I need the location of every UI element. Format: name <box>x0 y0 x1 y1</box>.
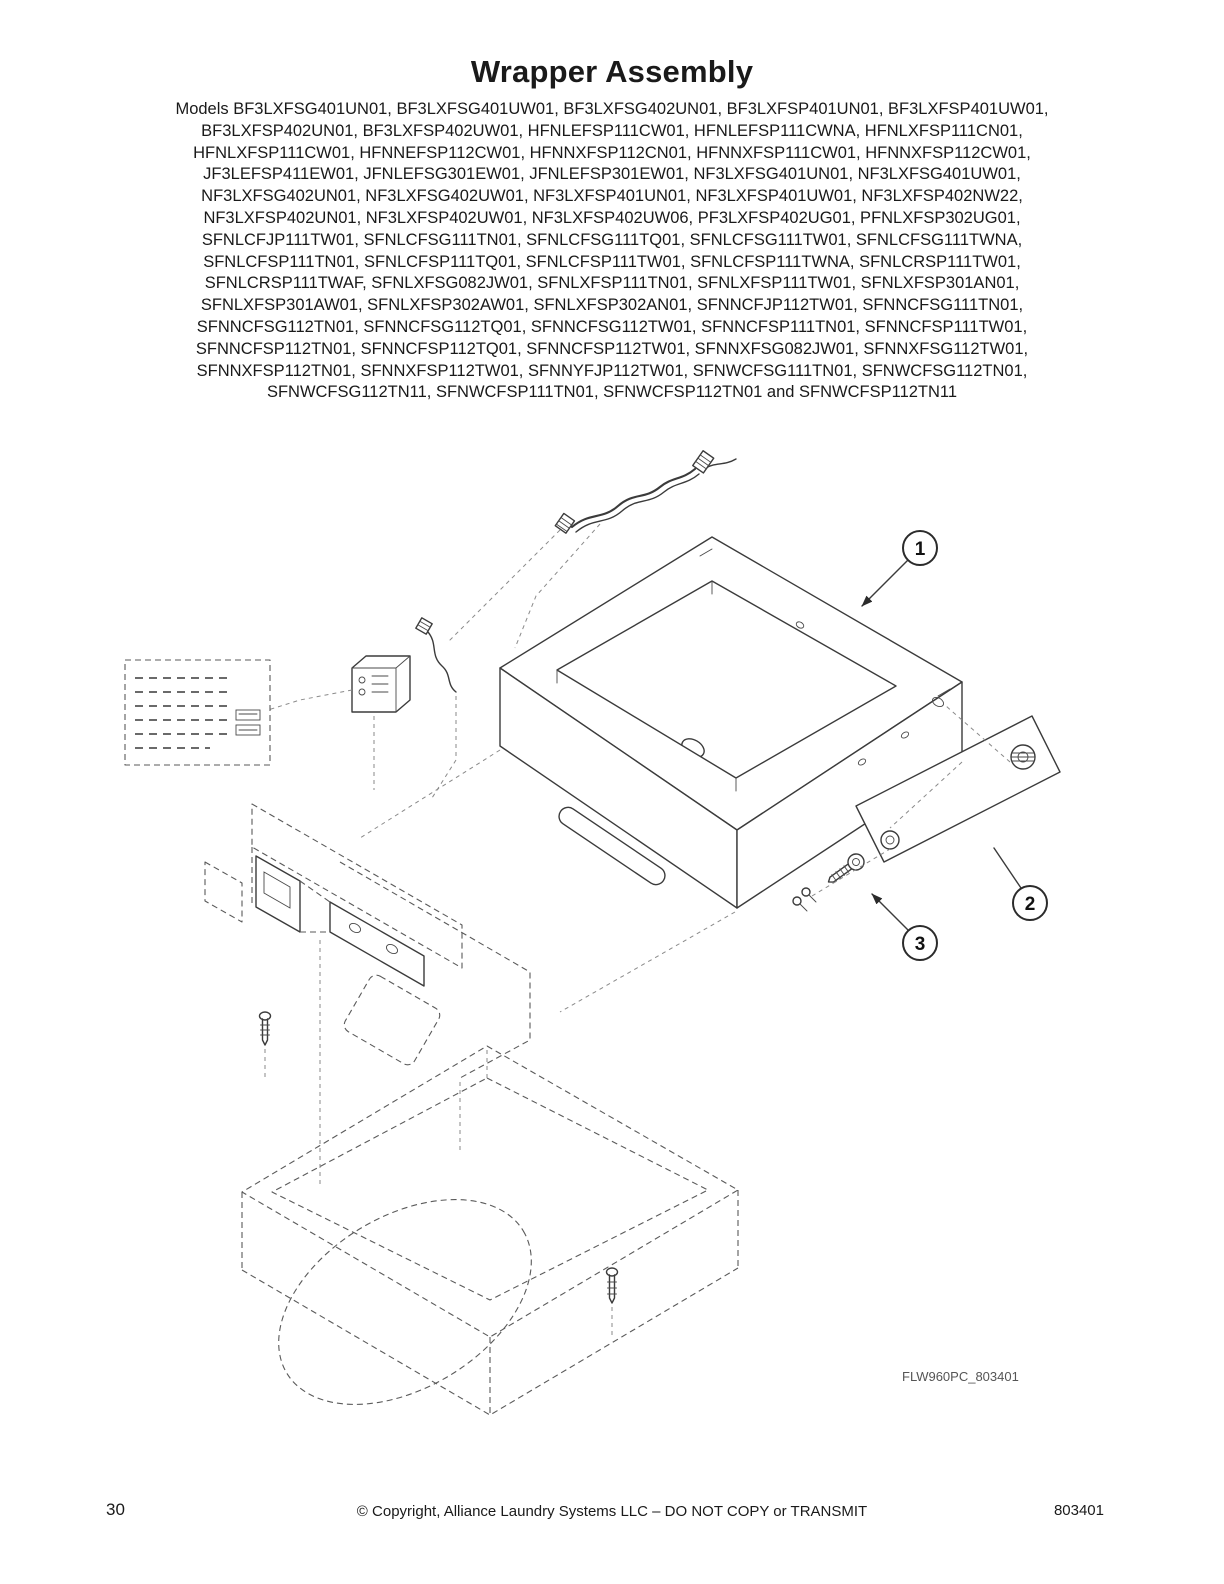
page-title: Wrapper Assembly <box>470 54 754 89</box>
models-line: SFNLCRSP111TWAF, SFNLXFSG082JW01, SFNLXFSP111TN01, SFNLXFSP111TW01, SFNLXFSP301AN01, <box>204 274 1020 293</box>
models-line: JF3LEFSP411EW01, JFNLEFSG301EW01, JFNLEFSP301EW01, NF3LXFSG401UN01, NF3LXFSG401UW01, <box>203 165 1021 184</box>
models-line: Models BF3LXFSG401UN01, BF3LXFSG401UW01, BF3LXFSG402UN01, BF3LXFSP401UN01, BF3LXFSP401UW01, <box>175 100 1049 118</box>
terminal-block <box>268 656 410 790</box>
connector-icon <box>416 618 432 634</box>
screw-icon <box>607 1268 618 1336</box>
models-line: BF3LXFSP402UN01, BF3LXFSP402UW01, HFNLEFSP111CW01, HFNLEFSP111CWNA, HFNLXFSP111CN01, <box>201 121 1023 140</box>
connector-icon <box>555 513 574 533</box>
pin-icon <box>793 897 807 911</box>
models-line: SFNWCFSG112TN11, SFNWCFSP111TN01, SFNWCFSP112TN01 and SFNWCFSP112TN11 <box>266 383 958 402</box>
footer-copyright: © Copyright, Alliance Laundry Systems LLC – DO NOT COPY or TRANSMIT <box>356 1503 868 1520</box>
models-line: SFNNCFSP112TN01, SFNNCFSP112TQ01, SFNNCFSP112TW01, SFNNXFSG082JW01, SFNNXFSG112TW01, <box>195 339 1029 358</box>
models-line: SFNLCFJP111TW01, SFNLCFSG111TN01, SFNLCFSG111TQ01, SFNLCFSG111TW01, SFNLCFSG111TWNA, <box>201 230 1023 249</box>
cabinet-outline <box>242 1046 738 1447</box>
figure-label: FLW960PC_803401 <box>902 1369 1019 1384</box>
models-line: SFNLCFSP111TN01, SFNLCFSP111TQ01, SFNLCFSP111TW01, SFNLCFSP111TWNA, SFNLCRSP111TW01, <box>203 252 1021 271</box>
callout-3-number: 3 <box>914 934 926 955</box>
connector-icon <box>693 451 714 473</box>
callout-1 <box>862 531 937 606</box>
small-wire <box>416 618 456 798</box>
models-line: SFNLXFSP301AW01, SFNLXFSP302AW01, SFNLXFSP302AN01, SFNNCFJP112TW01, SFNNCFSG111TN01, <box>200 296 1024 315</box>
models-line: SFNNCFSG112TN01, SFNNCFSG112TQ01, SFNNCFSG112TW01, SFNNCFSP111TN01, SFNNCFSP111TW01, <box>196 317 1028 336</box>
models-line: NF3LXFSG402UN01, NF3LXFSG402UW01, NF3LXFSP401UN01, NF3LXFSP401UW01, NF3LXFSP402NW22, <box>201 187 1023 206</box>
screw-icon <box>260 1012 271 1078</box>
grommet-icon <box>1011 745 1035 769</box>
callout-2 <box>994 848 1047 920</box>
callout-2-number: 2 <box>1024 894 1036 915</box>
footer-doc-number: 803401 <box>1053 1502 1104 1519</box>
models-line: SFNNXFSP112TN01, SFNNXFSP112TW01, SFNNYFJP112TW01, SFNWCFSG111TN01, SFNWCFSG112TN01, <box>196 361 1028 380</box>
nut-icon <box>881 831 899 849</box>
footer-page-number: 30 <box>106 1500 125 1519</box>
label-sheet <box>125 660 270 765</box>
models-line: HFNLXFSP111CW01, HFNNEFSP112CW01, HFNNXFSP112CN01, HFNNXFSP111CW01, HFNNXFSP112CW01, <box>193 143 1031 162</box>
callout-3 <box>872 894 937 960</box>
screw-icon <box>824 851 867 889</box>
callout-1-number: 1 <box>914 539 926 560</box>
models-line: NF3LXFSP402UN01, NF3LXFSP402UW01, NF3LXFSP402UW06, PF3LXFSP402UG01, PFNLXFSP302UG01, <box>203 208 1021 227</box>
